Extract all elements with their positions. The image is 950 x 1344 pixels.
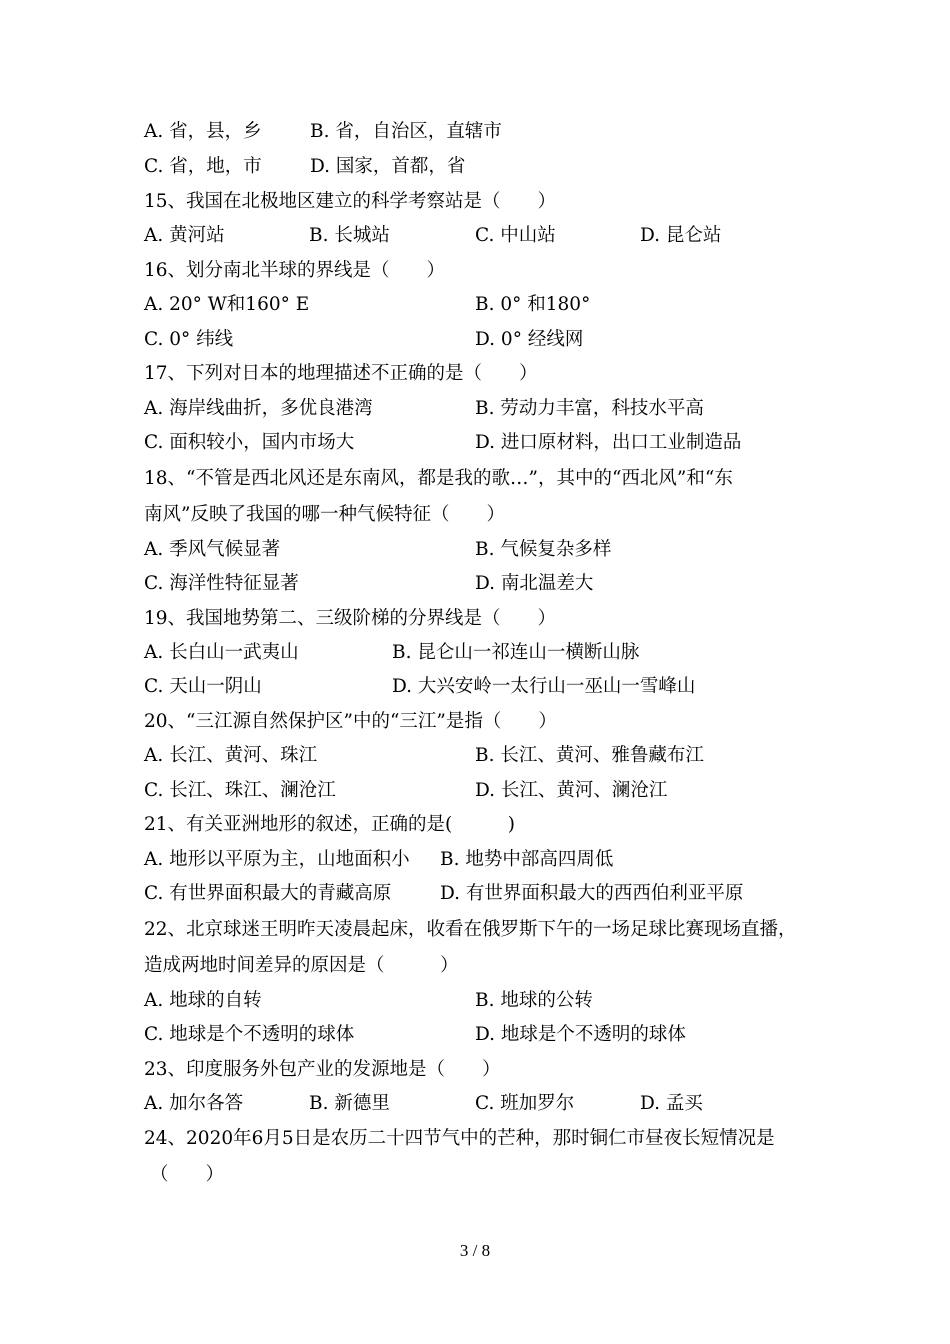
q24-stem-line2: （ ）: [150, 1164, 225, 1185]
q16-options-row2: [144, 327, 584, 353]
q15-option-b: B. 长城站: [309, 225, 390, 246]
q22-stem-line2: 造成两地时间差异的原因是（ ）: [144, 955, 459, 976]
q16-option-b: B. 0° 和180°: [475, 294, 591, 315]
q20-option-a: A. 长江、黄河、珠江: [144, 745, 318, 766]
q19-options-row1: [144, 640, 640, 666]
q17-option-b: B. 劳动力丰富，科技水平高: [475, 398, 704, 419]
q21-options-row1: [144, 847, 614, 873]
q23-options: [144, 1091, 703, 1117]
q22-option-a: A. 地球的自转: [144, 990, 262, 1011]
q14-options-row2: [144, 154, 466, 180]
q17-option-a: A. 海岸线曲折，多优良港湾: [144, 398, 373, 419]
q18-option-a: A. 季风气候显著: [144, 539, 281, 560]
q18-option-b: B. 气候复杂多样: [475, 539, 612, 560]
q24-stem-line1: 24、2020年6月5日是农历二十四节气中的芒种，那时铜仁市昼夜长短情况是: [144, 1128, 775, 1149]
q21-options-row2: [144, 881, 744, 907]
page-number: 3 / 8: [459, 1241, 491, 1260]
q15-options: [144, 223, 722, 249]
q18-stem-line2: 南风”反映了我国的哪一种气候特征（ ）: [144, 504, 505, 525]
q15-option-d: D. 昆仑站: [640, 225, 722, 246]
q17-options-row1: [144, 396, 704, 422]
q17-options-row2: [144, 430, 742, 456]
q15-option-a: A. 黄河站: [144, 225, 225, 246]
q19-stem: 19、我国地势第二、三级阶梯的分界线是（ ）: [144, 608, 557, 629]
q18-option-d: D. 南北温差大: [475, 573, 594, 594]
q17-stem: 17、下列对日本的地理描述不正确的是（ ）: [144, 363, 538, 384]
q21-option-b: B. 地势中部高四周低: [440, 849, 614, 870]
q23-stem: 23、印度服务外包产业的发源地是（ ）: [144, 1059, 501, 1080]
q19-options-row2: [144, 674, 696, 700]
q18-options-row1: [144, 537, 612, 563]
q14-option-d: D. 国家，首都，省: [310, 156, 466, 177]
q22-options-row2: [144, 1022, 686, 1048]
q16-option-a: A. 20° W和160° E: [144, 294, 310, 315]
q22-options-row1: [144, 988, 593, 1014]
q21-stem: 21、有关亚洲地形的叙述，正确的是( ): [144, 814, 515, 835]
q17-option-c: C. 面积较小，国内市场大: [144, 432, 355, 453]
q21-option-c: C. 有世界面积最大的青藏高原: [144, 883, 392, 904]
q20-option-c: C. 长江、珠江、澜沧江: [144, 780, 336, 801]
q22-option-b: B. 地球的公转: [475, 990, 593, 1011]
q18-stem-line1: 18、“不管是西北风还是东南风，都是我的歌…”，其中的“西北风”和“东: [144, 468, 733, 489]
q22-option-d: D. 地球是个不透明的球体: [475, 1024, 686, 1045]
q14-option-c: C. 省，地，市: [144, 156, 262, 177]
q16-stem: 16、划分南北半球的界线是（ ）: [144, 260, 446, 281]
q21-option-a: A. 地形以平原为主，山地面积小: [144, 849, 410, 870]
q20-option-b: B. 长江、黄河、雅鲁藏布江: [475, 745, 704, 766]
q14-option-b: B. 省，自治区，直辖市: [310, 121, 502, 142]
q19-option-d: D. 大兴安岭一太行山一巫山一雪峰山: [392, 676, 696, 697]
q23-option-b: B. 新德里: [309, 1093, 390, 1114]
q16-option-d: D. 0° 经线网: [475, 329, 584, 350]
q19-option-c: C. 天山一阴山: [144, 676, 262, 697]
q23-option-a: A. 加尔各答: [144, 1093, 244, 1114]
q20-options-row1: [144, 743, 704, 769]
q22-option-c: C. 地球是个不透明的球体: [144, 1024, 355, 1045]
q18-options-row2: [144, 571, 594, 597]
q21-option-d: D. 有世界面积最大的西西伯利亚平原: [440, 883, 744, 904]
q19-option-b: B. 昆仑山一祁连山一横断山脉: [392, 642, 640, 663]
q23-option-d: D. 孟买: [640, 1093, 703, 1114]
q20-options-row2: [144, 778, 668, 804]
q16-options-row1: [144, 292, 591, 318]
q20-stem: 20、“三江源自然保护区”中的“三江”是指（ ）: [144, 711, 557, 732]
q23-option-c: C. 班加罗尔: [475, 1093, 575, 1114]
q15-option-c: C. 中山站: [475, 225, 556, 246]
q17-option-d: D. 进口原材料，出口工业制造品: [475, 432, 742, 453]
q20-option-d: D. 长江、黄河、澜沧江: [475, 780, 668, 801]
q14-option-a: A. 省，县，乡: [144, 121, 262, 142]
q22-stem-line1: 22、北京球迷王明昨天凌晨起床，收看在俄罗斯下午的一场足球比赛现场直播，: [144, 919, 797, 940]
q16-option-c: C. 0° 纬线: [144, 329, 234, 350]
q14-options-row1: [144, 119, 502, 145]
q19-option-a: A. 长白山一武夷山: [144, 642, 299, 663]
q15-stem: 15、我国在北极地区建立的科学考察站是（ ）: [144, 191, 557, 212]
q18-option-c: C. 海洋性特征显著: [144, 573, 299, 594]
